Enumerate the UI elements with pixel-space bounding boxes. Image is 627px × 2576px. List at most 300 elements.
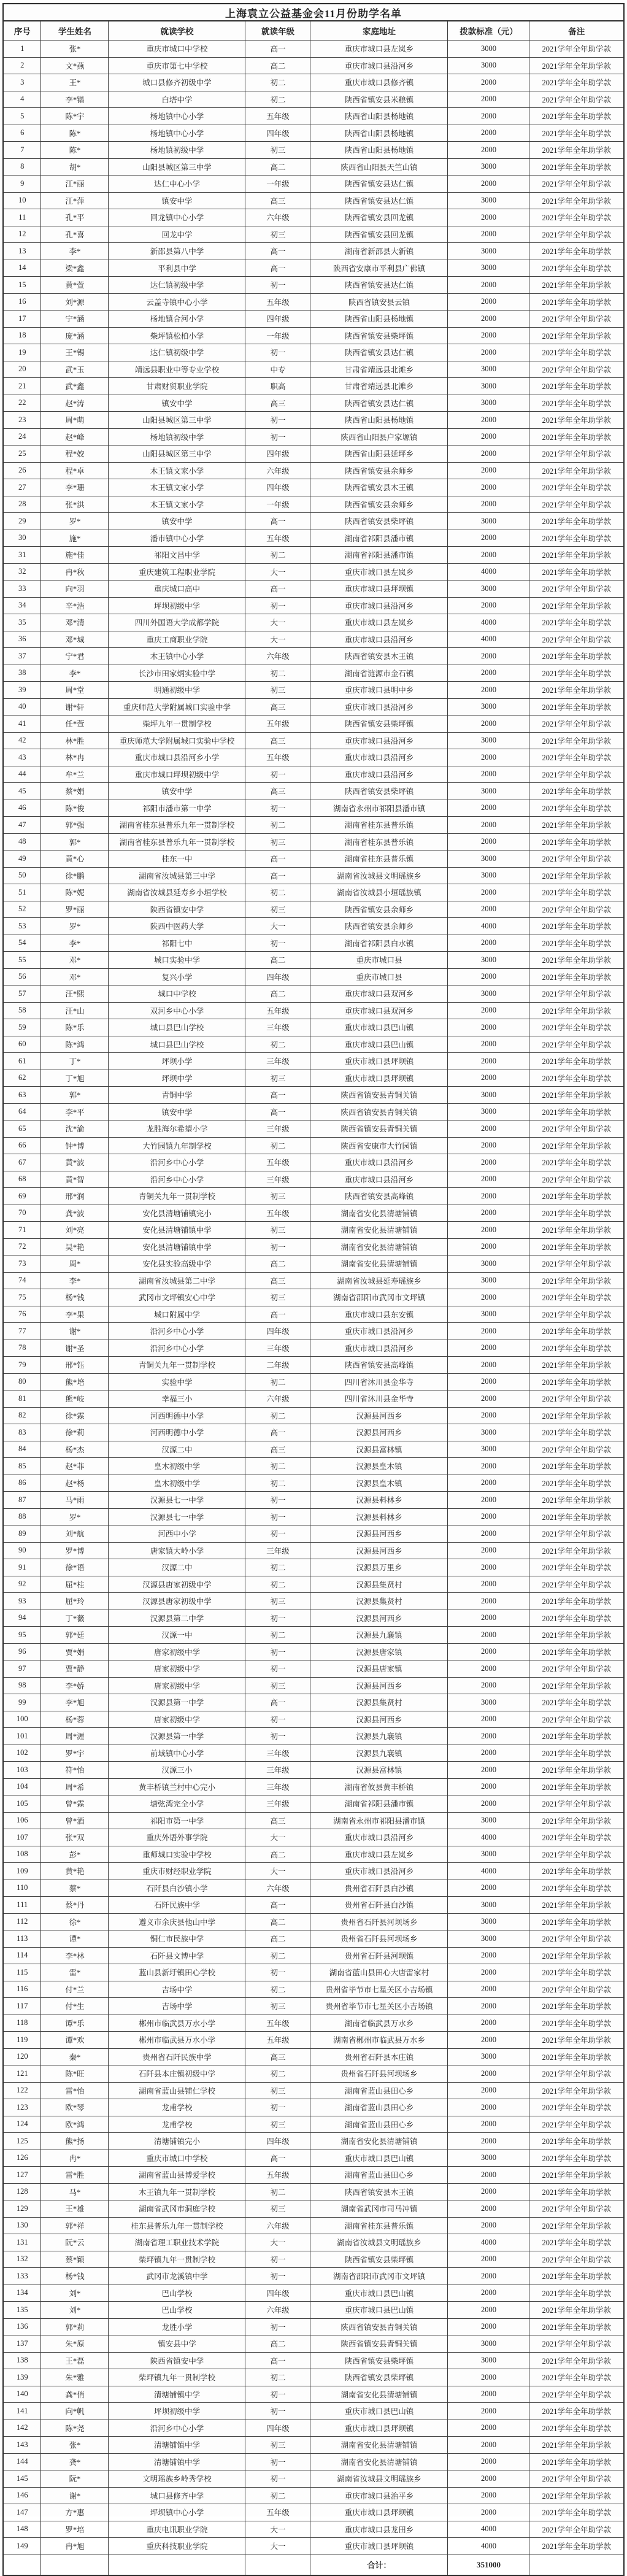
cell-grade: 三年级 [245, 1120, 310, 1138]
cell-note: 2021学年全年助学款 [529, 563, 624, 580]
cell-index: 148 [3, 2521, 41, 2538]
cell-index: 147 [3, 2504, 41, 2521]
cell-index: 132 [3, 2251, 41, 2268]
table-row [3, 698, 624, 715]
cell-student-name: 任*萱 [41, 715, 109, 733]
cell-school: 汉源县唐家初级中学 [109, 1576, 245, 1593]
cell-grade: 高一 [245, 2150, 310, 2167]
cell-grade: 高三 [245, 1441, 310, 1458]
cell-grade: 初一 [245, 344, 310, 361]
cell-address: 湖南省安化县清塘铺镇 [310, 2133, 448, 2150]
cell-school: 杨地镇初级中学 [109, 428, 245, 445]
cell-school: 柴坪九年一贯制学校 [109, 715, 245, 733]
cell-amount: 2000 [448, 1559, 529, 1576]
cell-grade: 初二 [245, 91, 310, 108]
cell-student-name: 徐*鹏 [41, 867, 109, 884]
cell-grade: 五年级 [245, 1205, 310, 1222]
cell-note: 2021学年全年助学款 [529, 715, 624, 733]
cell-school: 城口附属中学 [109, 1306, 245, 1323]
cell-note: 2021学年全年助学款 [529, 1660, 624, 1678]
cell-note: 2021学年全年助学款 [529, 1019, 624, 1036]
cell-school: 回龙镇中心小学 [109, 209, 245, 226]
cell-grade: 初三 [245, 2200, 310, 2218]
cell-index: 52 [3, 901, 41, 918]
cell-amount: 2000 [448, 142, 529, 159]
cell-address: 陕西省镇安县回龙镇 [310, 209, 448, 226]
cell-address: 重庆市城口县左岚乡 [310, 614, 448, 631]
cell-note: 2021学年全年助学款 [529, 125, 624, 142]
table-row [3, 2487, 624, 2504]
cell-grade: 初一 [245, 766, 310, 783]
cell-amount: 2000 [448, 1711, 529, 1728]
cell-student-name: 梁*鑫 [41, 260, 109, 277]
cell-student-name: 朱*雅 [41, 2369, 109, 2386]
table-row [3, 327, 624, 344]
cell-grade: 初一 [245, 935, 310, 952]
cell-note: 2021学年全年助学款 [529, 918, 624, 935]
cell-school: 镇安中学 [109, 783, 245, 800]
cell-grade: 初一 [245, 2318, 310, 2335]
cell-student-name: 蔡*娟 [41, 783, 109, 800]
cell-address: 重庆市城口县双河乡 [310, 1002, 448, 1019]
cell-note: 2021学年全年助学款 [529, 867, 624, 884]
cell-note: 2021学年全年助学款 [529, 800, 624, 817]
cell-index: 126 [3, 2150, 41, 2167]
cell-school: 安化县实验高级中学 [109, 1255, 245, 1273]
table-row [3, 57, 624, 74]
cell-address: 陕西省安康市大竹园镇 [310, 1137, 448, 1154]
table-row [3, 1103, 624, 1120]
cell-index: 69 [3, 1188, 41, 1205]
cell-student-name: 朱*原 [41, 2335, 109, 2353]
cell-school: 杨地镇合河小学 [109, 310, 245, 328]
cell-school: 沿河乡中心小学 [109, 1154, 245, 1171]
cell-amount: 2000 [448, 1188, 529, 1205]
table-row [3, 1002, 624, 1019]
cell-index: 99 [3, 1694, 41, 1711]
cell-address: 汉源县河西乡 [310, 1525, 448, 1543]
cell-note: 2021学年全年助学款 [529, 1475, 624, 1492]
cell-grade: 三年级 [245, 1053, 310, 1070]
table-row [3, 817, 624, 834]
cell-address: 四川省沐川县金华寺 [310, 1390, 448, 1408]
cell-note: 2021学年全年助学款 [529, 395, 624, 412]
cell-note: 2021学年全年助学款 [529, 1222, 624, 1239]
cell-note: 2021学年全年助学款 [529, 2521, 624, 2538]
cell-school: 铜仁市民族中学 [109, 1930, 245, 1948]
table-row [3, 597, 624, 614]
table-row [3, 496, 624, 513]
table-row [3, 2318, 624, 2335]
cell-school: 唐家初级中学 [109, 1660, 245, 1678]
table-row [3, 2386, 624, 2403]
cell-index: 115 [3, 1964, 41, 1981]
cell-note: 2021学年全年助学款 [529, 1964, 624, 1981]
cell-address: 重庆市城口县左岚乡 [310, 563, 448, 580]
cell-amount: 2000 [448, 1593, 529, 1610]
cell-amount: 4000 [448, 918, 529, 935]
cell-address: 重庆市城口县坪坝镇 [310, 580, 448, 598]
cell-note: 2021学年全年助学款 [529, 968, 624, 985]
cell-grade: 初二 [245, 1407, 310, 1424]
cell-index: 98 [3, 1677, 41, 1694]
cell-index: 47 [3, 817, 41, 834]
cell-grade: 初二 [245, 1627, 310, 1644]
cell-amount: 3000 [448, 1087, 529, 1104]
cell-school: 汉源县第一中学 [109, 1728, 245, 1745]
cell-index: 71 [3, 1222, 41, 1239]
cell-index: 13 [3, 243, 41, 260]
cell-address: 汉源县富林镇 [310, 1441, 448, 1458]
cell-school: 文明瑶族乡岭秀学校 [109, 2470, 245, 2488]
cell-school: 河西明德中小学 [109, 1407, 245, 1424]
cell-index: 94 [3, 1610, 41, 1627]
cell-address: 湖南省安化县清塘铺镇 [310, 2437, 448, 2454]
cell-amount: 2000 [448, 833, 529, 850]
cell-school: 皇木初级中学 [109, 1475, 245, 1492]
cell-amount: 3000 [448, 1306, 529, 1323]
cell-school: 城口县修齐初级中学 [109, 74, 245, 91]
cell-student-name: 阮* [41, 2470, 109, 2488]
cell-grade: 初二 [245, 1947, 310, 1964]
cell-note: 2021学年全年助学款 [529, 901, 624, 918]
cell-amount: 2000 [448, 2453, 529, 2470]
cell-school: 重庆电讯职业学院 [109, 2521, 245, 2538]
cell-index: 82 [3, 1407, 41, 1424]
cell-address: 陕西省镇安县达仁镇 [310, 344, 448, 361]
cell-grade: 三年级 [245, 1745, 310, 1762]
cell-note: 2021学年全年助学款 [529, 985, 624, 1003]
cell-amount: 2000 [448, 2015, 529, 2032]
table-row [3, 1289, 624, 1306]
cell-amount: 2000 [448, 1998, 529, 2015]
cell-school: 沿河乡中心小学 [109, 2420, 245, 2437]
cell-address: 陕西省山阳县杨地镇 [310, 310, 448, 328]
cell-school: 重庆市城口坪坝初级中学 [109, 766, 245, 783]
cell-school: 湖南省蓝山县博爱学校 [109, 2167, 245, 2184]
cell-grade: 初一 [245, 1610, 310, 1627]
table-row [3, 1323, 624, 1340]
table-body [3, 40, 624, 2555]
cell-student-name: 汪*山 [41, 1002, 109, 1019]
cell-school: 实验中学 [109, 1373, 245, 1390]
table-row [3, 918, 624, 935]
cell-address: 汉源县九襄镇 [310, 1627, 448, 1644]
cell-address: 陕西省镇安县木王镇 [310, 2183, 448, 2200]
cell-address: 重庆市城口县沿河乡 [310, 597, 448, 614]
cell-amount: 2000 [448, 1205, 529, 1222]
cell-grade: 初二 [245, 1373, 310, 1390]
cell-address: 汉源县河西乡 [310, 1711, 448, 1728]
cell-address: 汉源县集贤村 [310, 1593, 448, 1610]
cell-amount: 2000 [448, 2268, 529, 2285]
cell-amount: 2000 [448, 1323, 529, 1340]
cell-index: 77 [3, 1323, 41, 1340]
cell-grade: 初二 [245, 665, 310, 682]
cell-student-name: 曾*霖 [41, 1795, 109, 1813]
cell-address: 陕西省镇安县柴坪镇 [310, 2352, 448, 2369]
cell-amount: 2000 [448, 968, 529, 985]
cell-student-name: 陈* [41, 142, 109, 159]
cell-address: 重庆市城口县 [310, 952, 448, 969]
table-row [3, 614, 624, 631]
cell-index: 27 [3, 479, 41, 496]
cell-index: 130 [3, 2217, 41, 2234]
cell-amount: 2000 [448, 1627, 529, 1644]
cell-note: 2021学年全年助学款 [529, 1053, 624, 1070]
cell-school: 龙胜小学 [109, 2318, 245, 2335]
cell-amount: 2000 [448, 1475, 529, 1492]
cell-index: 45 [3, 783, 41, 800]
table-row [3, 1441, 624, 1458]
cell-school: 湖南省武冈市洞庭学校 [109, 2200, 245, 2218]
cell-student-name: 赵*涛 [41, 395, 109, 412]
table-row [3, 1576, 624, 1593]
table-row [3, 1458, 624, 1475]
table-row [3, 1829, 624, 1846]
cell-note: 2021学年全年助学款 [529, 1610, 624, 1627]
cell-grade: 一年级 [245, 496, 310, 513]
cell-student-name: 程*姣 [41, 445, 109, 463]
cell-note: 2021学年全年助学款 [529, 1846, 624, 1863]
cell-grade: 六年级 [245, 462, 310, 479]
cell-note: 2021学年全年助学款 [529, 142, 624, 159]
cell-index: 80 [3, 1373, 41, 1390]
table-row [3, 2234, 624, 2251]
table-row [3, 580, 624, 598]
table-row [3, 74, 624, 91]
cell-address: 陕西省镇安县高峰镇 [310, 1188, 448, 1205]
cell-amount: 2000 [448, 2116, 529, 2133]
table-row [3, 2217, 624, 2234]
table-row [3, 226, 624, 243]
cell-index: 25 [3, 445, 41, 463]
cell-amount: 2000 [448, 1778, 529, 1795]
cell-amount: 2000 [448, 547, 529, 564]
total-empty-cell [245, 2555, 310, 2575]
cell-amount: 2000 [448, 1795, 529, 1813]
table-row [3, 1357, 624, 1374]
cell-note: 2021学年全年助学款 [529, 412, 624, 429]
table-row [3, 2504, 624, 2521]
cell-address: 重庆市城口县坪坝镇 [310, 2538, 448, 2555]
cell-student-name: 李*林 [41, 1947, 109, 1964]
cell-amount: 4000 [448, 631, 529, 648]
cell-index: 118 [3, 2015, 41, 2032]
cell-student-name: 李*旭 [41, 1694, 109, 1711]
cell-note: 2021学年全年助学款 [529, 2470, 624, 2488]
cell-index: 33 [3, 580, 41, 598]
cell-school: 幸福三小 [109, 1390, 245, 1408]
cell-note: 2021学年全年助学款 [529, 1677, 624, 1694]
table-row [3, 1087, 624, 1104]
cell-note: 2021学年全年助学款 [529, 1778, 624, 1795]
cell-grade: 初三 [245, 2437, 310, 2454]
cell-amount: 2000 [448, 2032, 529, 2049]
cell-note: 2021学年全年助学款 [529, 1930, 624, 1948]
cell-student-name: 郭* [41, 1087, 109, 1104]
cell-grade: 初二 [245, 1559, 310, 1576]
cell-address: 湖南省永州市祁阳县潘市镇 [310, 800, 448, 817]
table-row [3, 901, 624, 918]
cell-address: 湖南省祁阳县潘市镇 [310, 547, 448, 564]
cell-index: 4 [3, 91, 41, 108]
cell-index: 111 [3, 1897, 41, 1914]
col-header-amount: 拨款标准（元） [448, 21, 529, 40]
cell-index: 36 [3, 631, 41, 648]
cell-school: 前域镇中心小学 [109, 1745, 245, 1762]
cell-grade: 初二 [245, 817, 310, 834]
table-row [3, 344, 624, 361]
table-row [3, 142, 624, 159]
cell-school: 重庆市城口中学校 [109, 2150, 245, 2167]
cell-grade: 高二 [245, 1846, 310, 1863]
cell-school: 汉源县第一中学 [109, 1694, 245, 1711]
cell-note: 2021学年全年助学款 [529, 2420, 624, 2437]
total-empty-cell [109, 2555, 245, 2575]
cell-grade: 初二 [245, 1458, 310, 1475]
title-row [3, 4, 624, 21]
cell-address: 重庆市城口县沿河乡 [310, 732, 448, 749]
cell-index: 131 [3, 2234, 41, 2251]
table-row [3, 749, 624, 766]
table-row [3, 1306, 624, 1323]
cell-grade: 初三 [245, 1289, 310, 1306]
cell-student-name: 徐* [41, 1913, 109, 1930]
cell-note: 2021学年全年助学款 [529, 648, 624, 665]
cell-amount: 2000 [448, 1289, 529, 1306]
table-row [3, 192, 624, 209]
table-row [3, 648, 624, 665]
cell-address: 重庆市城口县巴山镇 [310, 1036, 448, 1053]
cell-amount: 2000 [448, 1002, 529, 1019]
cell-index: 48 [3, 833, 41, 850]
cell-school: 清塘铺镇中学 [109, 2386, 245, 2403]
cell-amount: 3000 [448, 40, 529, 58]
cell-note: 2021学年全年助学款 [529, 2369, 624, 2386]
cell-index: 95 [3, 1627, 41, 1644]
table-row [3, 1120, 624, 1138]
cell-amount: 3000 [448, 378, 529, 395]
col-header-address: 家庭地址 [310, 21, 448, 40]
cell-student-name: 林*冉 [41, 749, 109, 766]
cell-school: 重师城口实验中学校 [109, 1846, 245, 1863]
cell-grade: 初三 [245, 1593, 310, 1610]
cell-grade: 六年级 [245, 648, 310, 665]
cell-index: 26 [3, 462, 41, 479]
cell-amount: 2000 [448, 1120, 529, 1138]
table-row [3, 1880, 624, 1897]
cell-note: 2021学年全年助学款 [529, 2268, 624, 2285]
cell-note: 2021学年全年助学款 [529, 1137, 624, 1154]
table-row [3, 935, 624, 952]
cell-note: 2021学年全年助学款 [529, 192, 624, 209]
cell-amount: 2000 [448, 2403, 529, 2420]
cell-index: 110 [3, 1880, 41, 1897]
cell-index: 89 [3, 1525, 41, 1543]
table-row [3, 1846, 624, 1863]
table-row [3, 2352, 624, 2369]
cell-note: 2021学年全年助学款 [529, 108, 624, 125]
cell-grade: 初一 [245, 2453, 310, 2470]
cell-address: 贵州省石阡县河坝场乡 [310, 1913, 448, 1930]
cell-note: 2021学年全年助学款 [529, 2504, 624, 2521]
cell-amount: 3000 [448, 513, 529, 530]
cell-student-name: 陈*尧 [41, 2420, 109, 2437]
table-row [3, 1660, 624, 1678]
cell-index: 87 [3, 1492, 41, 1509]
cell-note: 2021学年全年助学款 [529, 1542, 624, 1559]
cell-grade: 一年级 [245, 175, 310, 193]
cell-address: 甘肃省靖远县北滩乡 [310, 361, 448, 378]
cell-index: 49 [3, 850, 41, 868]
cell-amount: 2000 [448, 1373, 529, 1390]
table-row [3, 2116, 624, 2133]
cell-grade: 高二 [245, 2335, 310, 2353]
cell-address: 重庆市城口县巴山镇 [310, 2285, 448, 2302]
cell-student-name: 李*锴 [41, 91, 109, 108]
cell-address: 陕西省镇安县达仁镇 [310, 395, 448, 412]
cell-student-name: 邓*清 [41, 614, 109, 631]
cell-address: 汉源县河西乡 [310, 1610, 448, 1627]
cell-index: 38 [3, 665, 41, 682]
cell-index: 73 [3, 1255, 41, 1273]
cell-index: 143 [3, 2437, 41, 2454]
cell-student-name: 赵*杨 [41, 1475, 109, 1492]
cell-amount: 3000 [448, 1897, 529, 1914]
cell-index: 90 [3, 1542, 41, 1559]
cell-grade: 四年级 [245, 2133, 310, 2150]
cell-amount: 3000 [448, 1812, 529, 1829]
table-row [3, 783, 624, 800]
cell-note: 2021学年全年助学款 [529, 1323, 624, 1340]
cell-index: 62 [3, 1070, 41, 1087]
cell-school: 武冈市文坪镇安心中学 [109, 1289, 245, 1306]
cell-student-name: 辛*浩 [41, 597, 109, 614]
cell-student-name: 李*平 [41, 1103, 109, 1120]
cell-amount: 2000 [448, 1458, 529, 1475]
cell-amount: 3000 [448, 1441, 529, 1458]
cell-index: 56 [3, 968, 41, 985]
cell-student-name: 刘* [41, 2285, 109, 2302]
cell-amount: 2000 [448, 310, 529, 328]
cell-note: 2021学年全年助学款 [529, 445, 624, 463]
cell-grade: 初一 [245, 1643, 310, 1660]
table-row [3, 1373, 624, 1390]
cell-grade: 高三 [245, 1272, 310, 1289]
cell-school: 祁阳市第一中学 [109, 1812, 245, 1829]
cell-school: 陕西中医药大学 [109, 918, 245, 935]
cell-address: 重庆市城口县沿河乡 [310, 698, 448, 715]
cell-school: 郴州市临武县万水小学 [109, 2015, 245, 2032]
cell-school: 复兴小学 [109, 968, 245, 985]
cell-amount: 2000 [448, 1762, 529, 1779]
cell-school: 巴山学校 [109, 2302, 245, 2319]
cell-index: 44 [3, 766, 41, 783]
cell-address: 重庆市城口县 [310, 968, 448, 985]
cell-grade: 高一 [245, 260, 310, 277]
cell-student-name: 郭*廷 [41, 1627, 109, 1644]
cell-student-name: 周*堂 [41, 682, 109, 699]
cell-address: 湖南省蓝山县田心大唐雷家村 [310, 1964, 448, 1981]
cell-school: 河西中小学 [109, 1525, 245, 1543]
cell-student-name: 冉* [41, 2150, 109, 2167]
cell-note: 2021学年全年助学款 [529, 1373, 624, 1390]
cell-student-name: 谭*欢 [41, 2032, 109, 2049]
cell-note: 2021学年全年助学款 [529, 1036, 624, 1053]
table-row [3, 1913, 624, 1930]
cell-school: 沿河乡中心小学 [109, 1340, 245, 1357]
